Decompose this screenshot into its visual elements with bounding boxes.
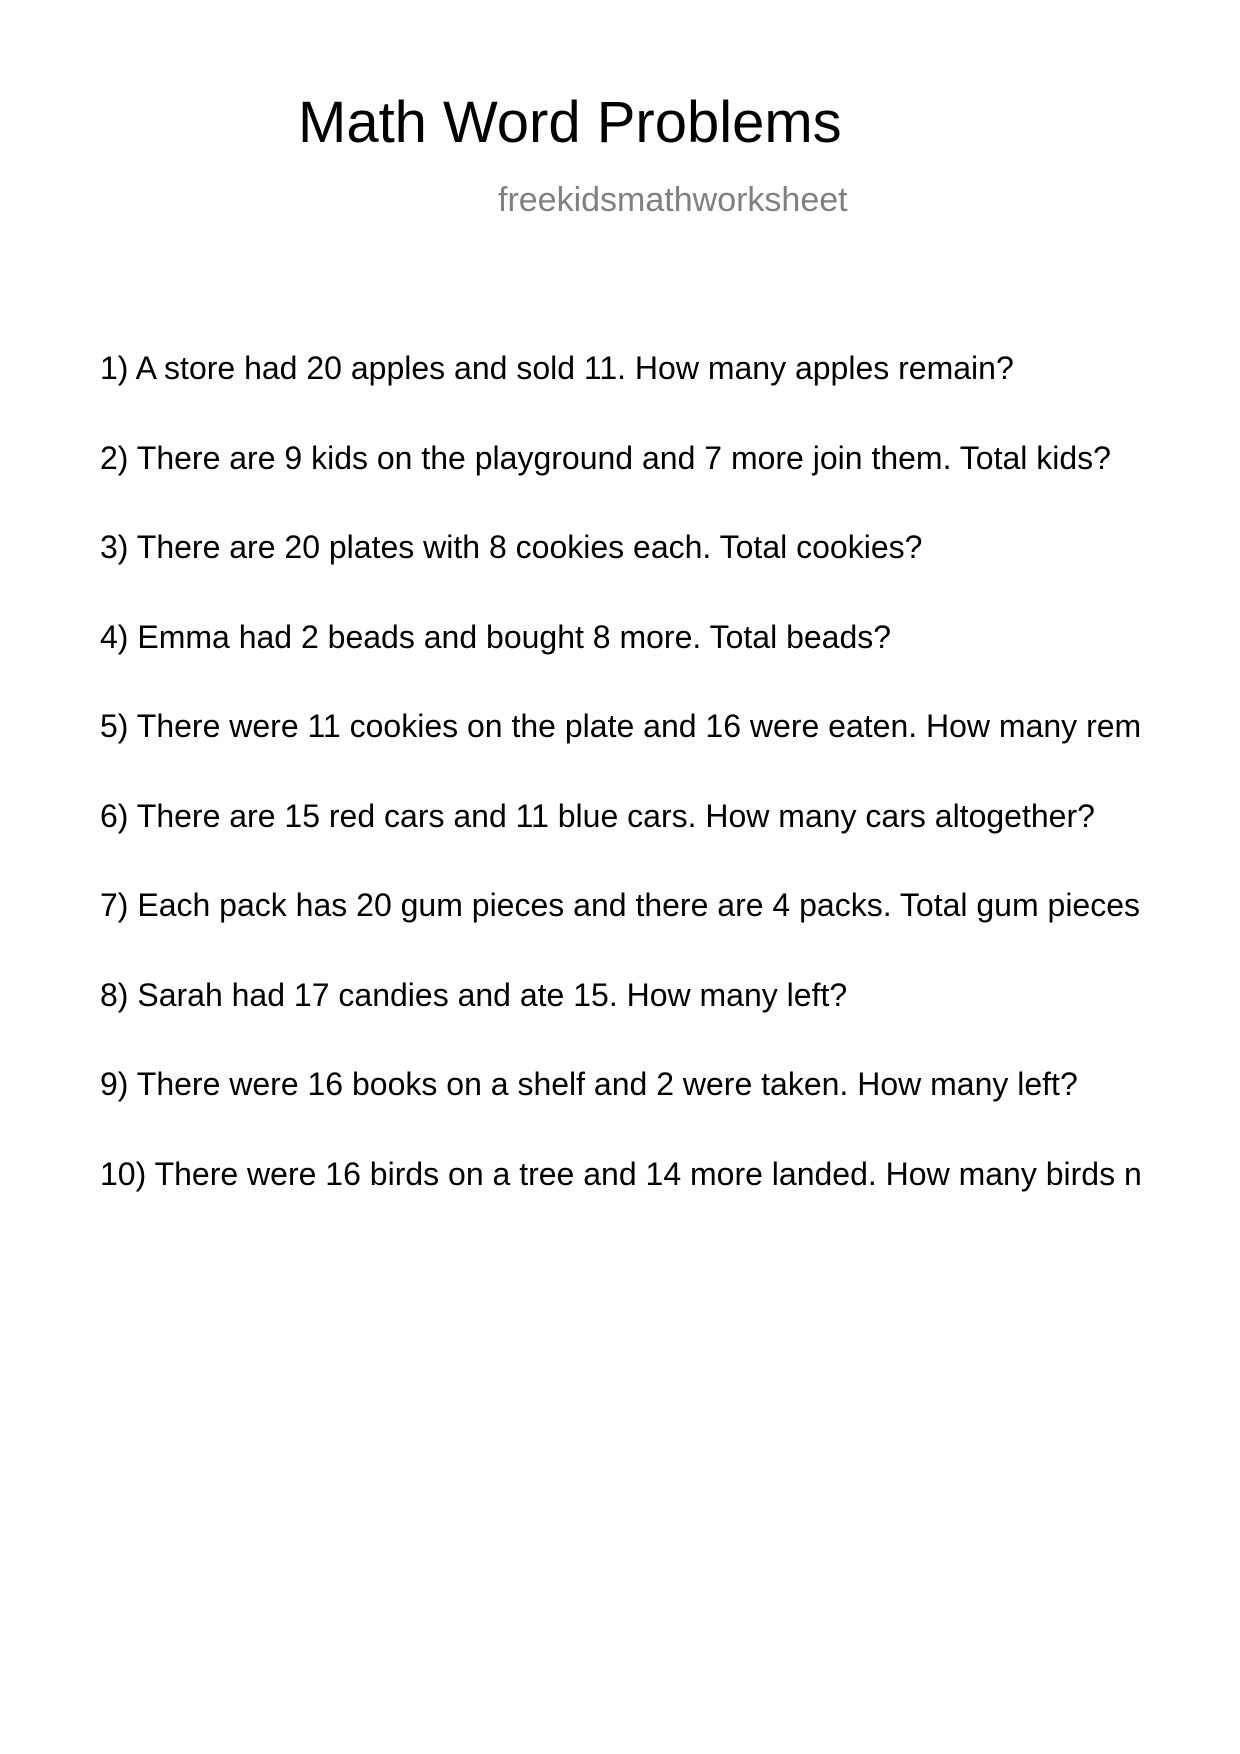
problem-item: 5) There were 11 cookies on the plate and 16 were eaten. How many rem [100, 708, 1142, 744]
problem-item: 4) Emma had 2 beads and bought 8 more. Total beads? [100, 618, 892, 655]
problem-item: 8) Sarah had 17 candies and ate 15. How many left? [100, 976, 848, 1013]
problem-item: 3) There are 20 plates with 8 cookies each. Total cookies? [100, 529, 923, 565]
page-subtitle: freekidsmathworksheet [498, 181, 848, 219]
problem-item: 10) There were 16 birds on a tree and 14 more landed. How many birds n [100, 1155, 1142, 1192]
problem-item: 9) There were 16 books on a shelf and 2 were taken. How many left? [100, 1066, 1078, 1102]
problem-item: 6) There are 15 red cars and 11 blue cars. How many cars altogether? [100, 797, 1095, 834]
problem-item: 2) There are 9 kids on the playground and 7 more join them. Total kids? [100, 439, 1111, 476]
problem-list [100, 346, 1240, 1241]
problem-item: 7) Each pack has 20 gum pieces and there are 4 packs. Total gum pieces [100, 887, 1141, 923]
page-title: Math Word Problems [298, 90, 842, 155]
problem-item: 1) A store had 20 apples and sold 11. How many apples remain? [100, 350, 1014, 386]
